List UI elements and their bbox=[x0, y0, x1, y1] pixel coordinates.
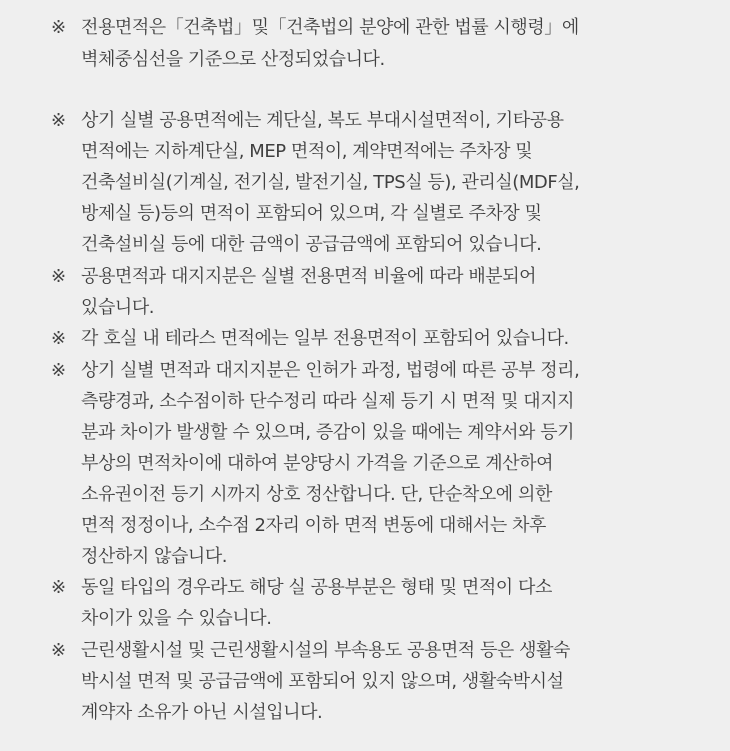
note-line: 계약자 소유가 아닌 시설입니다. bbox=[81, 702, 323, 723]
note-line: 면적 정정이나, 소수점 2자리 이하 면적 변동에 대해서는 차후 bbox=[81, 515, 546, 536]
note-line: 부상의 면적차이에 대하여 분양당시 가격을 기준으로 계산하여 bbox=[81, 453, 554, 474]
note-line: 건축설비실(기계실, 전기실, 발전기실, TPS실 등), 관리실(MDF실, bbox=[81, 172, 580, 193]
note-line: 있습니다. bbox=[81, 297, 155, 318]
note-line: 건축설비실 등에 대한 금액이 공급금액에 포함되어 있습니다. bbox=[81, 234, 542, 255]
note-line: 각 호실 내 테라스 면적에는 일부 전용면적이 포함되어 있습니다. bbox=[81, 328, 569, 349]
note-line: 동일 타입의 경우라도 해당 실 공용부분은 형태 및 면적이 다소 bbox=[81, 577, 552, 598]
note-line: 전용면적은「건축법」및「건축법의 분양에 관한 법률 시행령」에 bbox=[81, 17, 579, 38]
reference-mark: ※ bbox=[51, 577, 67, 598]
note-line: 차이가 있을 수 있습니다. bbox=[81, 608, 272, 629]
note-line: 상기 실별 공용면적에는 계단실, 복도 부대시설면적이, 기타공용 bbox=[81, 110, 564, 131]
reference-mark: ※ bbox=[51, 640, 67, 661]
note-line: 근린생활시설 및 근린생활시설의 부속용도 공용면적 등은 생활숙 bbox=[81, 640, 570, 661]
note-line: 소유권이전 등기 시까지 상호 정산합니다. 단, 단순착오에 의한 bbox=[81, 484, 552, 505]
reference-mark: ※ bbox=[51, 328, 67, 349]
note-line: 면적에는 지하계단실, MEP 면적이, 계약면적에는 주차장 및 bbox=[81, 141, 533, 162]
note-line: 방제실 등)등의 면적이 포함되어 있으며, 각 실별로 주차장 및 bbox=[81, 203, 542, 224]
note-line: 공용면적과 대지지분은 실별 전용면적 비율에 따라 배분되어 bbox=[81, 266, 537, 287]
note-line: 박시설 면적 및 공급금액에 포함되어 있지 않으며, 생활숙박시설 bbox=[81, 671, 564, 692]
reference-mark: ※ bbox=[51, 17, 67, 38]
reference-mark: ※ bbox=[51, 360, 67, 381]
note-line: 측량경과, 소수점이하 단수정리 따라 실제 등기 시 면적 및 대지지 bbox=[81, 391, 575, 412]
reference-mark: ※ bbox=[51, 110, 67, 131]
note-line: 벽체중심선을 기준으로 산정되었습니다. bbox=[81, 49, 385, 70]
note-line: 상기 실별 면적과 대지지분은 인허가 과정, 법령에 따른 공부 정리, bbox=[81, 360, 580, 381]
reference-mark: ※ bbox=[51, 266, 67, 287]
note-line: 분과 차이가 발생할 수 있으며, 증감이 있을 때에는 계약서와 등기 bbox=[81, 422, 575, 443]
note-line: 정산하지 않습니다. bbox=[81, 546, 228, 567]
